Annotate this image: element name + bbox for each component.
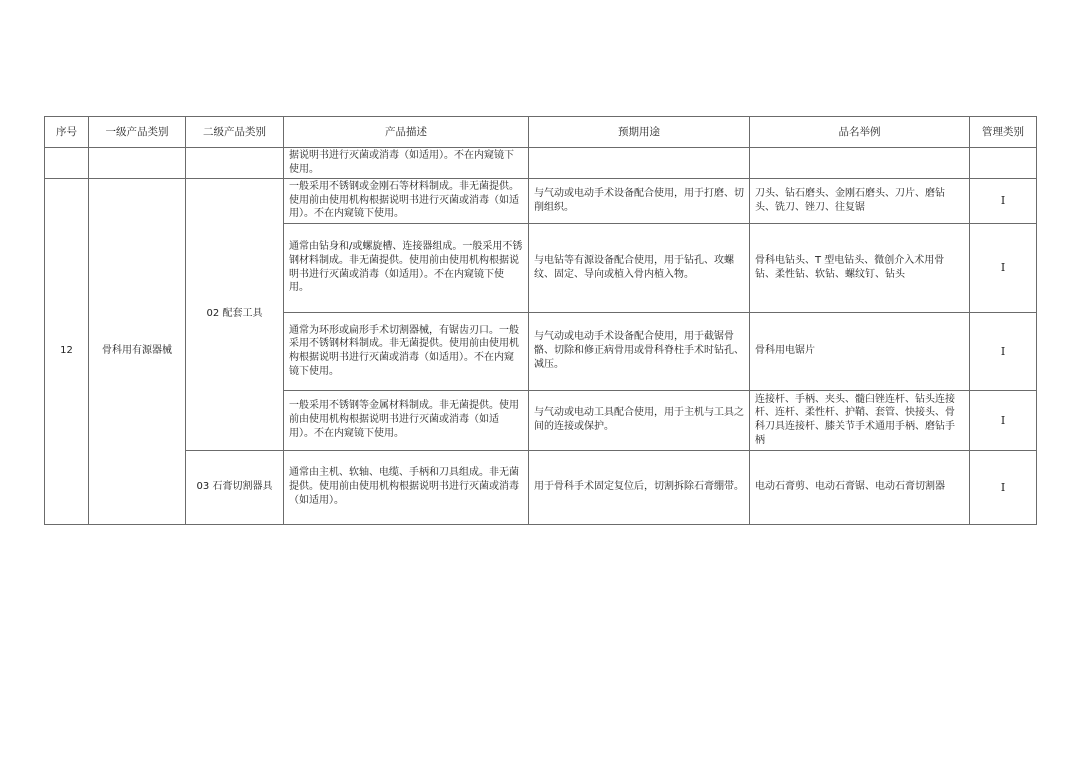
cell-examples: 骨科电钻头、T 型电钻头、微创介入术用骨钻、柔性钻、软钻、螺纹钉、钻头	[750, 223, 970, 312]
cell-class: I	[970, 178, 1037, 223]
cell-class: I	[970, 312, 1037, 390]
cell-description: 一般采用不锈钢或金刚石等材料制成。非无菌提供。使用前由使用机构根据说明书进行灭菌或消毒（如适用）。不在内窥镜下使用。	[284, 178, 529, 223]
header-secondary-category: 二级产品类别	[186, 117, 284, 148]
cell-examples: 连接杆、手柄、夹头、髓臼锉连杆、钻头连接杆、连杆、柔性杆、护鞘、套管、快接头、骨科刀具连接杆、膝关节手术通用手柄、磨钻手柄	[750, 390, 970, 450]
cell-empty	[750, 148, 970, 179]
cell-description: 据说明书进行灭菌或消毒（如适用）。不在内窥镜下使用。	[284, 148, 529, 179]
header-primary-category: 一级产品类别	[89, 117, 186, 148]
table-row	[45, 178, 1037, 223]
cell-intended-use: 与气动或电动手术设备配合使用，用于打磨、切削组织。	[529, 178, 750, 223]
table-row-continuation	[45, 148, 1037, 179]
medical-device-catalog-table	[44, 116, 1037, 525]
cell-class: I	[970, 223, 1037, 312]
cell-empty	[45, 148, 89, 179]
cell-empty	[89, 148, 186, 179]
header-description: 产品描述	[284, 117, 529, 148]
cell-class: I	[970, 450, 1037, 524]
header-intended-use: 预期用途	[529, 117, 750, 148]
cell-description: 通常由主机、软轴、电缆、手柄和刀具组成。非无菌提供。使用前由使用机构根据说明书进行灭菌或消毒（如适用）。	[284, 450, 529, 524]
header-class: 管理类别	[970, 117, 1037, 148]
header-examples: 品名举例	[750, 117, 970, 148]
table-row	[45, 450, 1037, 524]
cell-primary-category: 骨科用有源器械	[89, 178, 186, 524]
cell-intended-use: 与气动或电动手术设备配合使用，用于截锯骨骼、切除和修正病骨用或骨科脊柱手术时钻孔、减压。	[529, 312, 750, 390]
cell-examples: 刀头、钻石磨头、金刚石磨头、刀片、磨钻头、铣刀、锉刀、往复锯	[750, 178, 970, 223]
cell-empty	[970, 148, 1037, 179]
cell-description: 一般采用不锈钢等金属材料制成。非无菌提供。使用前由使用机构根据说明书进行灭菌或消毒（如适用）。不在内窥镜下使用。	[284, 390, 529, 450]
header-serial: 序号	[45, 117, 89, 148]
cell-examples: 骨科用电锯片	[750, 312, 970, 390]
cell-intended-use: 与电钻等有源设备配合使用，用于钻孔、攻螺纹、固定、导向或植入骨内植入物。	[529, 223, 750, 312]
cell-serial: 12	[45, 178, 89, 524]
cell-class: I	[970, 390, 1037, 450]
cell-secondary-category: 03 石膏切割器具	[186, 450, 284, 524]
cell-secondary-category: 02 配套工具	[186, 178, 284, 450]
cell-description: 通常由钻身和/或螺旋槽、连接器组成。一般采用不锈钢材料制成。非无菌提供。使用前由使用机构根据说明书进行灭菌或消毒（如适用）。不在内窥镜下使用。	[284, 223, 529, 312]
cell-intended-use: 与气动或电动工具配合使用，用于主机与工具之间的连接或保护。	[529, 390, 750, 450]
cell-intended-use: 用于骨科手术固定复位后，切割拆除石膏绷带。	[529, 450, 750, 524]
cell-empty	[529, 148, 750, 179]
cell-empty	[186, 148, 284, 179]
table-header-row	[45, 117, 1037, 148]
cell-examples: 电动石膏剪、电动石膏锯、电动石膏切割器	[750, 450, 970, 524]
cell-description: 通常为环形或扁形手术切割器械，有锯齿刃口。一般采用不锈钢材料制成。非无菌提供。使用前由使用机构根据说明书进行灭菌或消毒（如适用）。不在内窥镜下使用。	[284, 312, 529, 390]
